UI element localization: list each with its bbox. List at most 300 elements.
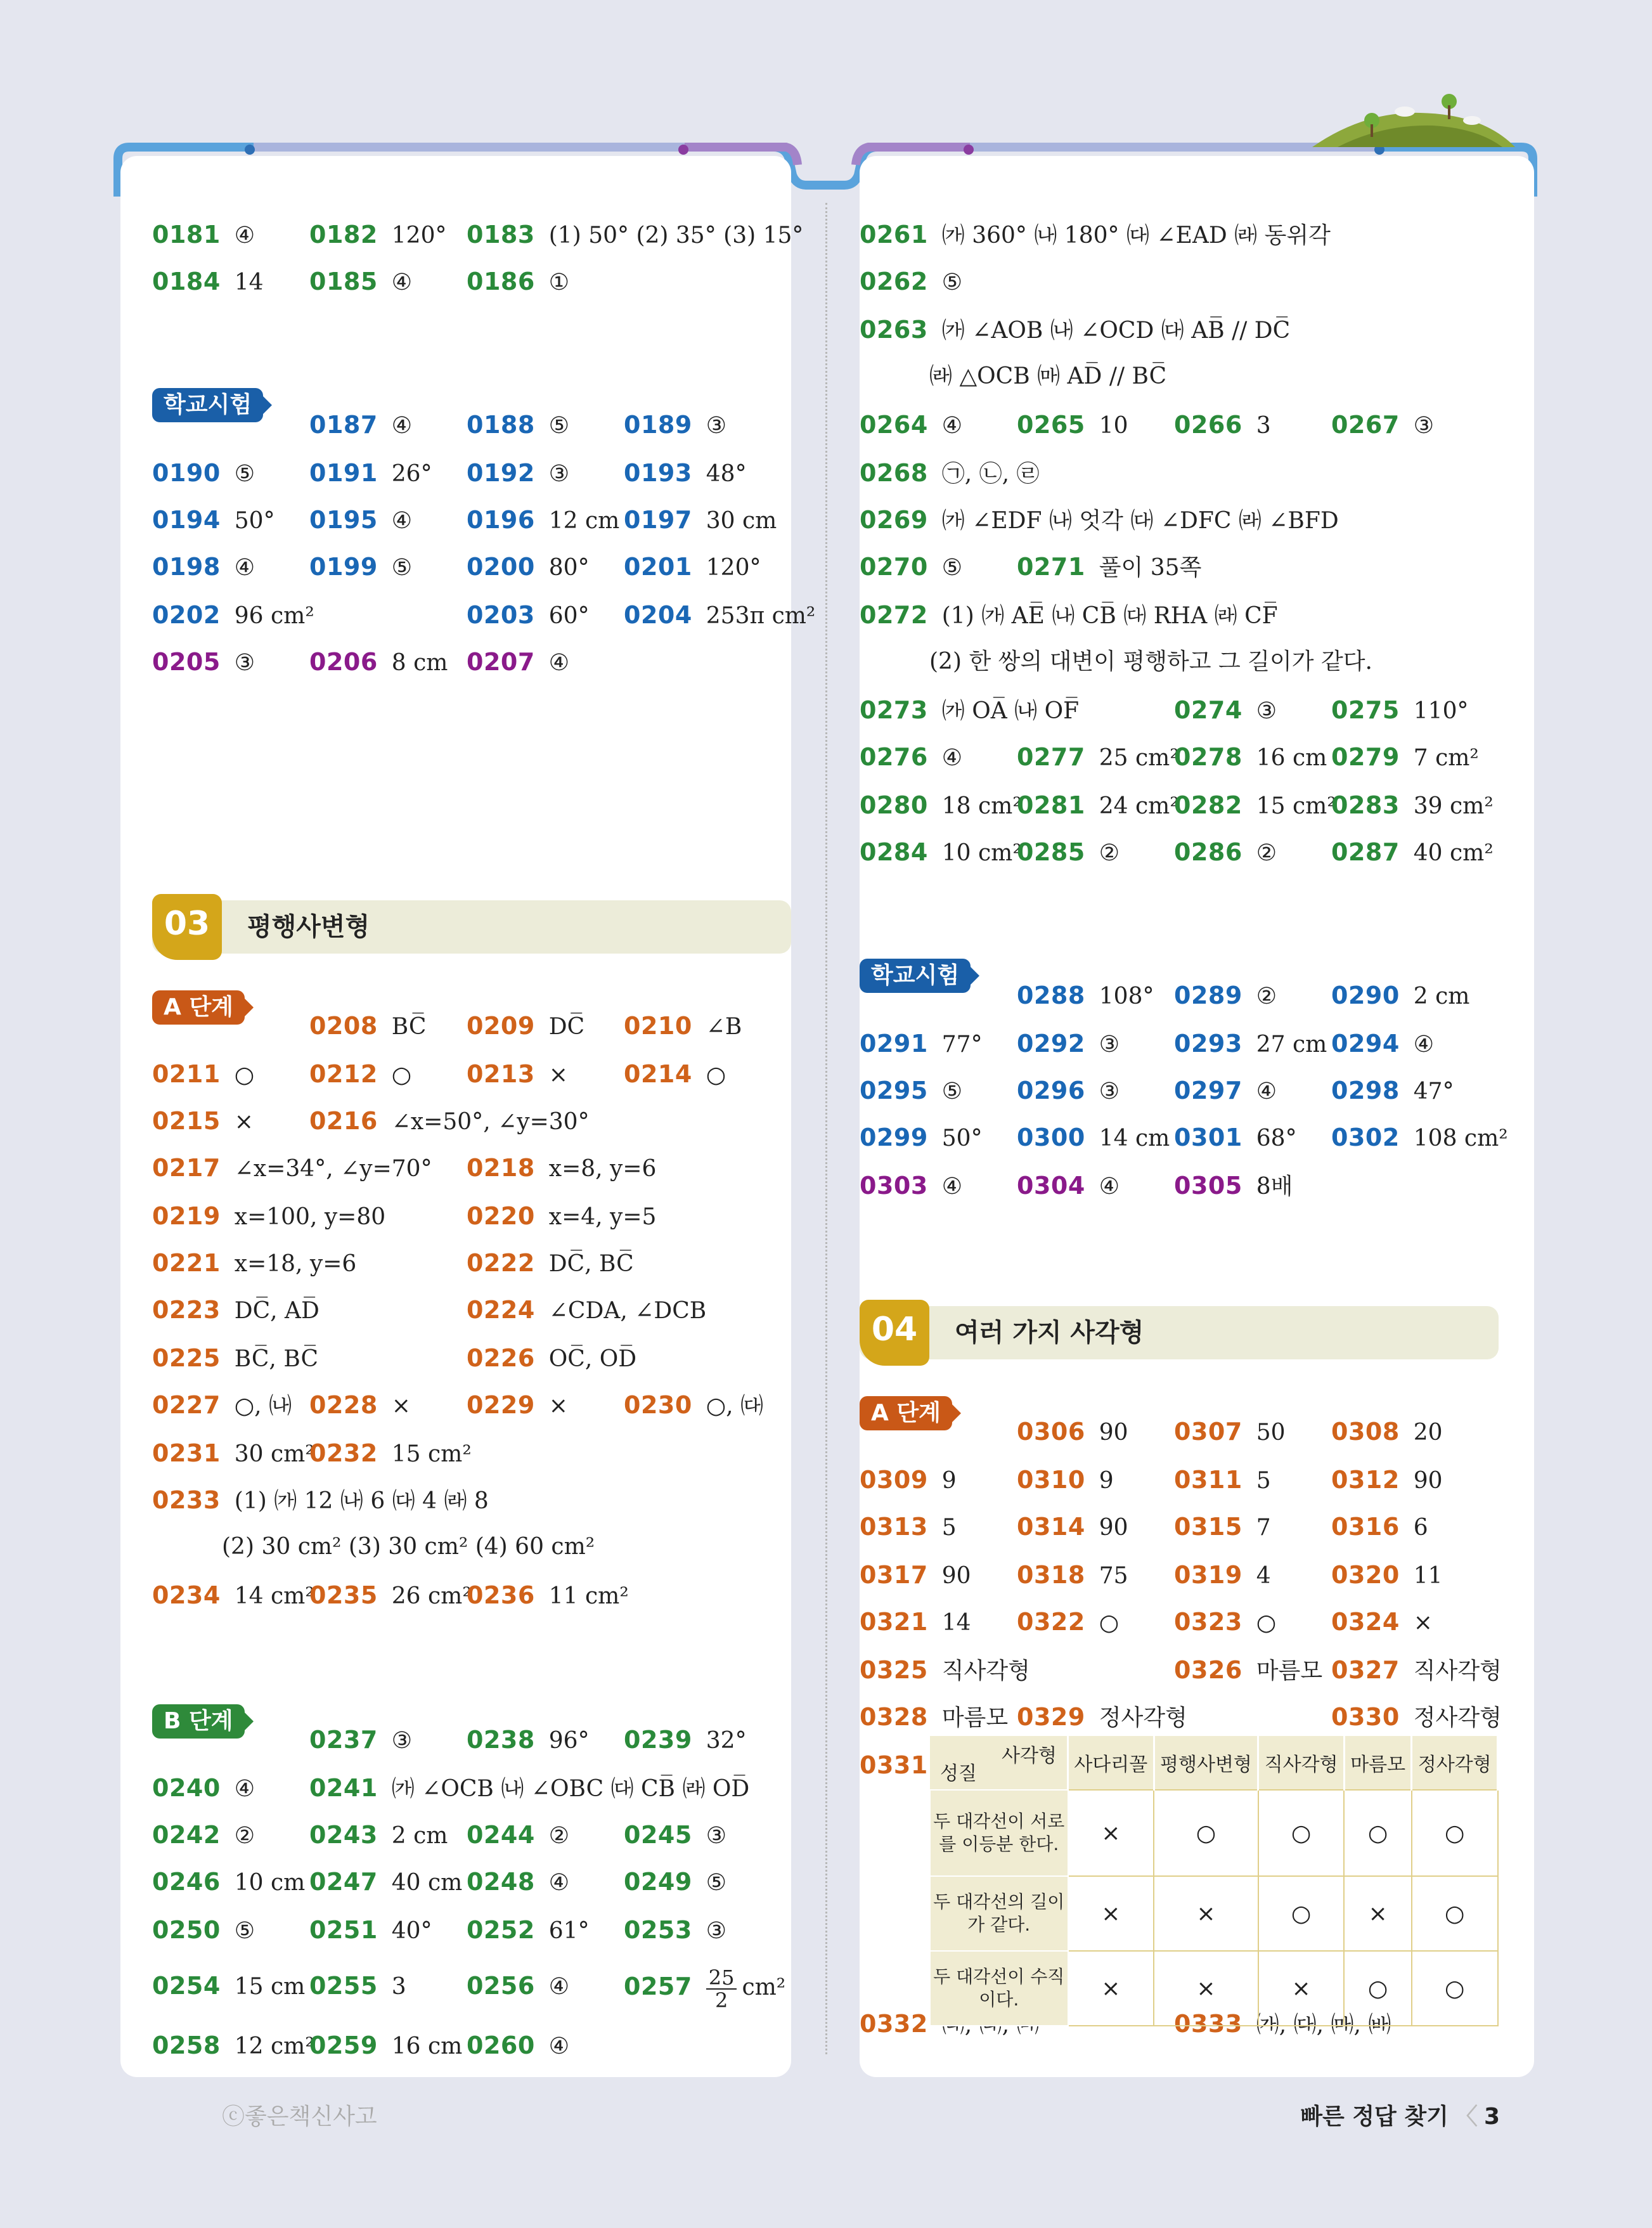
page-footer: [1300, 2099, 1500, 2131]
answer-row: [152, 1911, 792, 1949]
answer-text: ⑤: [941, 555, 963, 581]
question-number: 0311: [1174, 1466, 1242, 1494]
answer-text: DC̅, AD̅: [234, 1298, 319, 1324]
answer-item: [309, 1102, 590, 1141]
answer-row: [152, 1102, 792, 1140]
answer-text: ㈎ ∠EDF ㈏ 엇각 ㈐ ∠DFC ㈑ ∠BFD: [941, 508, 1339, 534]
answer-item: [467, 1149, 656, 1188]
answer-item: [467, 216, 803, 255]
answer-item: [1174, 691, 1277, 730]
answer-item: [624, 1007, 742, 1046]
question-number: 0306: [1017, 1418, 1085, 1446]
answer-row: [152, 1291, 792, 1329]
answer-text: ○: [1099, 1610, 1120, 1636]
question-number: 0255: [309, 1972, 378, 2000]
question-number: 0263: [860, 316, 928, 344]
answer-text: ④: [1256, 1078, 1277, 1104]
answer-item: [309, 1007, 426, 1046]
answer-text: ∠CDA, ∠DCB: [548, 1298, 707, 1324]
answer-item: [1017, 1603, 1119, 1642]
answer-text: ②: [1256, 983, 1277, 1009]
table-cell: ×: [1344, 1876, 1411, 1951]
question-number: 0299: [860, 1124, 928, 1151]
answer-item: [860, 1461, 957, 1500]
answer-item: [1174, 786, 1336, 826]
question-number: 0211: [152, 1060, 221, 1088]
answer-item: [467, 1291, 706, 1330]
answer-item: [152, 1244, 356, 1283]
answer-item: [309, 262, 412, 302]
answer-text: 11: [1413, 1563, 1443, 1589]
answer-text: 마름모: [1256, 1658, 1323, 1684]
question-number: 0305: [1174, 1172, 1242, 1200]
answer-text: 3: [1256, 413, 1271, 439]
question-number: 0279: [1331, 743, 1400, 771]
question-number: 0210: [624, 1012, 692, 1040]
answer-text: ⑤: [941, 269, 963, 295]
answer-text: ④: [1099, 1174, 1120, 1200]
answer-text: x=18, y=6: [234, 1251, 357, 1277]
answer-text: 253π cm²: [706, 603, 816, 629]
question-number: 0220: [467, 1202, 535, 1230]
answer-text: 40 cm²: [1413, 840, 1494, 866]
answer-item: [1331, 406, 1434, 445]
question-number: 0232: [309, 1439, 378, 1467]
answer-item: [1331, 976, 1469, 1016]
answer-item: [467, 1386, 568, 1425]
answer-text: ②: [234, 1823, 255, 1849]
answer-item: [860, 833, 1022, 872]
answer-text: 68°: [1256, 1125, 1297, 1151]
answer-text: DC̅: [548, 1014, 585, 1040]
answer-item: [1174, 833, 1277, 872]
answer-text: x=100, y=80: [234, 1204, 386, 1230]
question-number: 0230: [624, 1391, 692, 1419]
question-number: 0294: [1331, 1030, 1400, 1058]
question-number: 0252: [467, 1916, 535, 1944]
answer-item: [152, 1911, 255, 1950]
question-number: 0184: [152, 268, 221, 295]
answer-row: [860, 691, 1500, 729]
answer-text: 16 cm: [391, 2033, 463, 2059]
question-number: 0314: [1017, 1513, 1085, 1541]
question-number: 0216: [309, 1107, 378, 1135]
answer-item: [152, 1102, 254, 1141]
answer-row: [860, 1508, 1500, 1546]
answer-item: [152, 596, 314, 635]
answer-text: 26°: [391, 461, 432, 487]
answer-text: 40 cm: [391, 1870, 463, 1896]
answer-text: 47°: [1413, 1078, 1454, 1104]
question-number: 0206: [309, 648, 378, 676]
answer-item: [1017, 1413, 1128, 1452]
question-number: 0205: [152, 648, 221, 676]
answer-item: [860, 786, 1022, 826]
answer-text: 60°: [548, 603, 590, 629]
question-number: 0287: [1331, 838, 1400, 866]
stage-b-badge: B 단계: [152, 1704, 245, 1739]
answer-row: [860, 1025, 1500, 1063]
answer-item: [1017, 1118, 1170, 1158]
answer-text: 정사각형: [1099, 1705, 1187, 1731]
answer-text: ④: [548, 650, 570, 676]
answer-item: [152, 1149, 432, 1188]
question-number: 0198: [152, 553, 221, 581]
question-number: 0185: [309, 268, 378, 295]
question-number: 0181: [152, 221, 221, 249]
answer-item: [152, 1055, 254, 1094]
answer-text: 7: [1256, 1515, 1271, 1541]
answer-text: (1) ㈎ 12 ㈏ 6 ㈐ 4 ㈑ 8: [234, 1488, 489, 1514]
answer-item: [309, 1386, 411, 1425]
question-number: 0281: [1017, 791, 1085, 819]
question-number: 0266: [1174, 411, 1242, 439]
table-cell: ○: [1344, 1951, 1411, 2026]
question-number: 0301: [1174, 1124, 1242, 1151]
question-number: 0317: [860, 1561, 928, 1589]
answer-row: [860, 738, 1500, 776]
answer-item: [152, 1197, 385, 1236]
answer-row: [152, 262, 792, 301]
question-number: 0256: [467, 1972, 535, 2000]
question-number: 0318: [1017, 1561, 1085, 1589]
answer-row: [860, 1556, 1500, 1594]
question-number: 0330: [1331, 1703, 1400, 1731]
answer-item: [1174, 1556, 1271, 1595]
answer-item: [309, 406, 412, 445]
answer-item: [309, 501, 412, 540]
row-header: 두 대각선이 수직이다.: [930, 1951, 1068, 2026]
answer-item: [1174, 1025, 1327, 1064]
answer-text: ×: [548, 1062, 568, 1088]
answer-text: 15 cm: [234, 1974, 306, 2000]
answer-item: [467, 1816, 569, 1855]
answer-item: [1331, 1508, 1428, 1547]
question-number: 0308: [1331, 1418, 1400, 1446]
answer-item: [309, 1863, 462, 1902]
answer-item: [467, 1721, 590, 1760]
answer-item: [152, 454, 255, 493]
question-number: 0237: [309, 1726, 378, 1754]
question-number: 0196: [467, 506, 535, 534]
question-number: 0248: [467, 1868, 535, 1896]
page-number: 3: [1483, 2104, 1500, 2130]
answer-item: [624, 1816, 726, 1855]
question-number: 0247: [309, 1868, 378, 1896]
answer-item: [152, 1386, 292, 1425]
question-number: 0333: [1174, 2010, 1242, 2038]
question-number: 0324: [1331, 1608, 1400, 1636]
question-number: 0313: [860, 1513, 928, 1541]
question-number: 0282: [1174, 791, 1242, 819]
answer-item: [152, 501, 275, 540]
row-header: 두 대각선의 길이가 같다.: [930, 1876, 1068, 1951]
question-number: 0209: [467, 1012, 535, 1040]
table-header: 직사각형: [1258, 1736, 1345, 1790]
answer-row: [152, 596, 816, 634]
question-number: 0258: [152, 2031, 221, 2059]
answer-item: [1331, 1072, 1454, 1111]
answer-row: [152, 1055, 792, 1093]
answer-row: [860, 1651, 1500, 1689]
answer-text: ⑤: [941, 1078, 963, 1104]
section-04-header: [860, 1306, 1499, 1359]
answer-text: ⑤: [234, 461, 255, 487]
question-number: 0329: [1017, 1703, 1085, 1731]
answer-item: [152, 1434, 314, 1473]
answer-item: [1017, 976, 1154, 1016]
question-number: 0240: [152, 1774, 221, 1802]
answer-item: [624, 1863, 726, 1902]
answer-text: 39 cm²: [1413, 793, 1494, 819]
table-header: 사다리꼴: [1068, 1736, 1154, 1790]
answer-item: [860, 1025, 983, 1064]
answer-text: 15 cm²: [391, 1441, 472, 1467]
answer-item: [1174, 976, 1277, 1016]
answer-text: ×: [391, 1393, 411, 1419]
answer-item: [1331, 1651, 1502, 1690]
answer-text: 2 cm: [391, 1823, 448, 1849]
answer-row: [860, 1118, 1508, 1156]
answer-item: [1017, 1167, 1120, 1206]
question-number: 0260: [467, 2031, 535, 2059]
quadrilateral-property-table: [929, 1736, 1499, 2026]
answer-item: [1174, 1461, 1271, 1500]
question-number: 0197: [624, 506, 692, 534]
answer-item: [1017, 1072, 1120, 1111]
stage-a-badge: A 단계: [860, 1396, 952, 1430]
answer-text: ○: [1256, 1610, 1277, 1636]
table-cell: ×: [1068, 1790, 1154, 1876]
answer-text: 27 cm: [1256, 1032, 1327, 1058]
question-number: 0319: [1174, 1561, 1242, 1589]
answer-text: ×: [234, 1109, 254, 1135]
table-cell: ○: [1258, 1790, 1345, 1876]
answer-row: [152, 1244, 792, 1282]
question-number: 0331: [860, 1751, 928, 1779]
answer-item: [624, 1055, 726, 1094]
question-number: 0187: [309, 411, 378, 439]
question-number: 0229: [467, 1391, 535, 1419]
question-number: 0280: [860, 791, 928, 819]
question-number: 0292: [1017, 1030, 1085, 1058]
answer-item: [860, 501, 1339, 540]
question-number: 0254: [152, 1972, 221, 2000]
answer-item: [860, 596, 1278, 635]
answer-item: [1331, 1698, 1502, 1737]
answer-item: [309, 643, 448, 682]
answer-text: ○: [391, 1062, 412, 1088]
answer-item: [1331, 786, 1494, 826]
answer-item: [467, 1967, 569, 2006]
question-number: 0246: [152, 1868, 221, 1896]
answer-text: 직사각형: [941, 1658, 1030, 1684]
answer-text: ㈎ 360° ㈏ 180° ㈐ ∠EAD ㈑ 동위각: [941, 223, 1331, 249]
answer-item: [1174, 1603, 1276, 1642]
answer-text: 15 cm²: [1256, 793, 1336, 819]
question-number: 0190: [152, 459, 221, 487]
section-title: 평행사변형: [247, 912, 370, 942]
question-number: 0291: [860, 1030, 928, 1058]
answer-text: ③: [1099, 1032, 1120, 1058]
table-row: [930, 1790, 1498, 1876]
answer-item: [1017, 833, 1120, 872]
answer-row: [860, 786, 1500, 824]
answer-item: [1017, 1508, 1128, 1547]
answer-text: 14: [941, 1610, 971, 1636]
question-number: 0275: [1331, 696, 1400, 724]
answer-item: [860, 406, 962, 445]
answer-text: 120°: [391, 223, 447, 249]
answer-row: [152, 501, 792, 539]
table-cell: ○: [1154, 1790, 1258, 1876]
answer-item: [1331, 1461, 1443, 1500]
answer-text: 10 cm: [234, 1870, 306, 1896]
question-number: 0242: [152, 1821, 221, 1849]
answer-item: [860, 738, 962, 777]
question-number: 0284: [860, 838, 928, 866]
answer-item: [309, 2026, 462, 2066]
section-number: 04: [860, 1300, 929, 1366]
question-number: 0236: [467, 1581, 535, 1609]
answer-item: [309, 1769, 749, 1808]
question-number: 0307: [1174, 1418, 1242, 1446]
answer-item: [152, 548, 255, 587]
answer-item: [860, 548, 962, 587]
answer-text: 3: [391, 1974, 406, 2000]
question-number: 0239: [624, 1726, 692, 1754]
table-row: [930, 1951, 1498, 2026]
answer-item: [624, 501, 777, 540]
answer-row: [860, 548, 1500, 586]
answer-text: ㈎, ㈐, ㈒, ㈓: [1256, 2012, 1391, 2038]
answer-text: ○: [706, 1062, 726, 1088]
answer-row: [152, 1528, 792, 1566]
question-number: 0277: [1017, 743, 1085, 771]
answer-text: 80°: [548, 555, 590, 581]
answer-text: 14 cm²: [234, 1583, 314, 1609]
answer-item: [222, 1528, 595, 1566]
answer-text: ④: [548, 1974, 570, 2000]
question-number: 0320: [1331, 1561, 1400, 1589]
answer-text: 48°: [706, 461, 747, 487]
answer-text: 24 cm²: [1099, 793, 1179, 819]
question-number: 0323: [1174, 1608, 1242, 1636]
question-number: 0188: [467, 411, 535, 439]
answer-row: [860, 406, 1500, 444]
answer-item: [152, 1863, 305, 1902]
answer-item: [1174, 1413, 1286, 1452]
answer-text: ①: [548, 269, 570, 295]
question-number: 0326: [1174, 1656, 1242, 1684]
question-number: 0286: [1174, 838, 1242, 866]
answer-text: ④: [391, 269, 413, 295]
question-number: 0253: [624, 1916, 692, 1944]
answer-text: 풀이 35쪽: [1099, 555, 1202, 581]
answer-text: ②: [1256, 840, 1277, 866]
answer-text: ②: [548, 1823, 570, 1849]
question-number: 0217: [152, 1154, 221, 1182]
question-number: 0295: [860, 1077, 928, 1104]
question-number: 0297: [1174, 1077, 1242, 1104]
question-number: 0316: [1331, 1513, 1400, 1541]
question-number: 0235: [309, 1581, 378, 1609]
question-number: 0272: [860, 601, 928, 629]
answer-item: [1017, 1025, 1120, 1064]
question-number: 0241: [309, 1774, 378, 1802]
table-cell: ×: [1068, 1951, 1154, 2026]
question-number: 0321: [860, 1608, 928, 1636]
answer-text: 25 cm²: [1099, 745, 1179, 771]
question-number: 0215: [152, 1107, 221, 1135]
answer-text: ③: [706, 413, 727, 439]
answer-item: [624, 454, 747, 493]
answer-item: [860, 454, 1040, 493]
answer-text: ③: [1413, 413, 1435, 439]
question-number: 0214: [624, 1060, 692, 1088]
answer-row: [152, 1769, 792, 1807]
question-number: 0222: [467, 1249, 535, 1277]
denominator: 2: [714, 1988, 728, 2012]
answer-text: ④: [234, 555, 255, 581]
answer-item: [860, 691, 1079, 730]
question-number: 0231: [152, 1439, 221, 1467]
answer-item: [1174, 1118, 1297, 1158]
question-number: 0200: [467, 553, 535, 581]
answer-text: ㈎ ∠OCB ㈏ ∠OBC ㈐ CB̅ ㈑ OD̅: [391, 1776, 750, 1802]
question-number: 0265: [1017, 411, 1085, 439]
answer-text: 정사각형: [1413, 1705, 1502, 1731]
table-cell: ×: [1068, 1876, 1154, 1951]
answer-text: 108 cm²: [1413, 1125, 1508, 1151]
answer-text: DC̅, BC̅: [548, 1251, 634, 1277]
answer-text: 32°: [706, 1728, 747, 1754]
answer-text: 90: [1413, 1468, 1443, 1494]
question-number: 0267: [1331, 411, 1400, 439]
row-header: 두 대각선이 서로를 이등분 한다.: [930, 1790, 1068, 1876]
answer-text: 12 cm: [548, 508, 620, 534]
answer-item: [1331, 1025, 1434, 1064]
answer-row: [860, 1698, 1500, 1736]
question-number: 0271: [1017, 553, 1085, 581]
answer-item: [624, 596, 815, 635]
answer-text: ③: [1256, 698, 1277, 724]
section-03-header: [152, 900, 791, 954]
answer-item: [1331, 833, 1494, 872]
answer-item: [860, 216, 1331, 255]
answer-text: 110°: [1413, 698, 1469, 724]
answer-row: [860, 833, 1500, 871]
answer-text: 75: [1099, 1563, 1128, 1589]
answer-text: ④: [1413, 1032, 1435, 1058]
answer-text: ④: [548, 2033, 570, 2059]
question-number: 0191: [309, 459, 378, 487]
school-test-badge: 학교시험: [152, 388, 263, 422]
answer-item: [309, 1816, 448, 1855]
answer-text: 9: [1099, 1468, 1114, 1494]
answer-item: [1017, 406, 1128, 445]
question-number: 0208: [309, 1012, 378, 1040]
answer-item: [467, 1197, 656, 1236]
question-number: 0195: [309, 506, 378, 534]
question-number: 0202: [152, 601, 221, 629]
answer-text: ㈑ △OCB ㈒ AD̅ // BC̅: [929, 363, 1167, 389]
answer-item: [467, 1576, 629, 1616]
answer-text: x=8, y=6: [548, 1156, 657, 1182]
question-number: 0182: [309, 221, 378, 249]
question-number: 0264: [860, 411, 928, 439]
answer-item: [152, 1291, 319, 1330]
